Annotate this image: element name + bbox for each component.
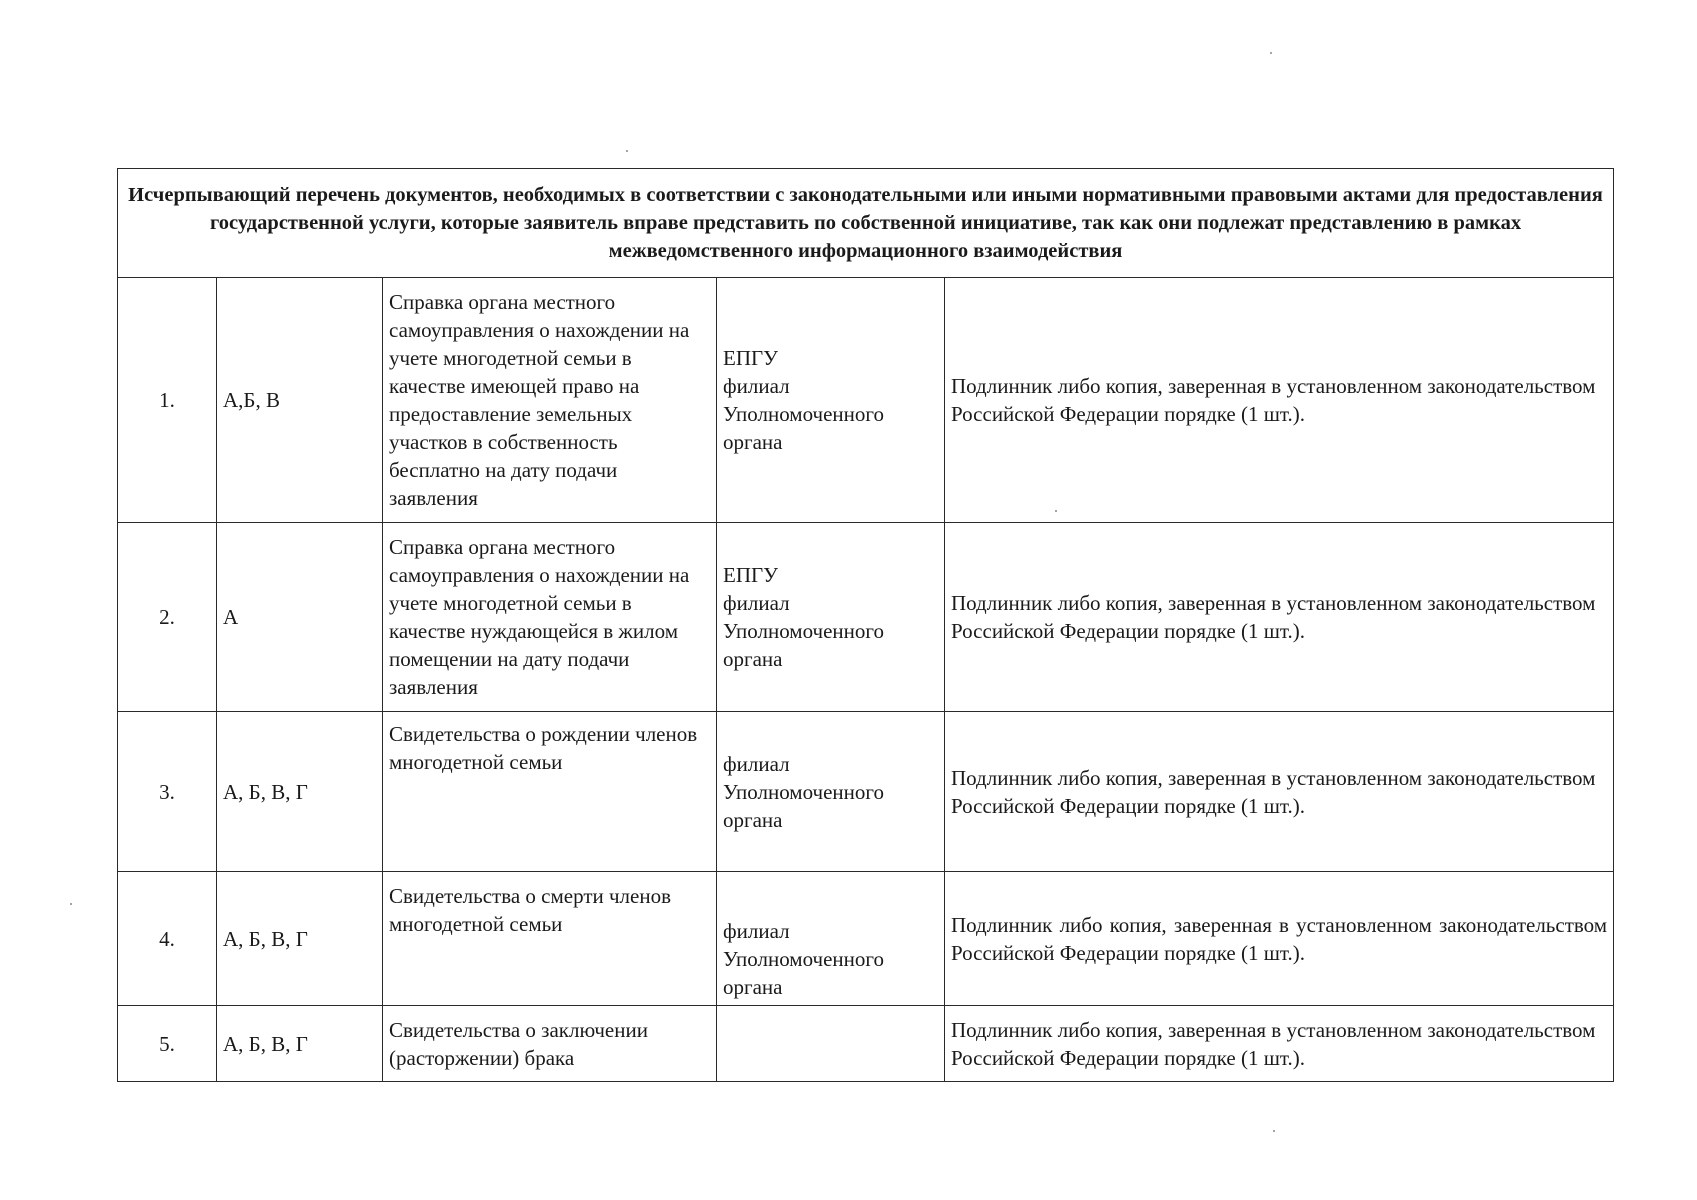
row-source <box>717 523 945 712</box>
documents-table <box>117 168 1614 1082</box>
table-row <box>118 1006 1614 1082</box>
row-source <box>717 278 945 523</box>
row-document <box>383 278 717 523</box>
table-header-row <box>118 169 1614 278</box>
row-number: 2. <box>118 523 217 712</box>
scan-speck <box>70 903 72 905</box>
row-document-text: Справка органа местного самоуправления о нахождении на учете многодетной семьи в качестве имеющей право на предоставление земельных участков в собственность бесплатно на дату подачи заявления <box>389 290 690 510</box>
table-title-text: Исчерпывающий перечень документов, необходимых в соответствии с законодательными или иными нормативными правовыми актами для предоставления государственной услуги, которые заявитель вправе представить по собственной инициативе, так как они подлежат представлению в рамках межведомственного информационного взаимодействия <box>128 184 1603 262</box>
row-document <box>383 872 717 1006</box>
table-row <box>118 523 1614 712</box>
row-source <box>717 1006 945 1082</box>
scan-speck <box>1273 1130 1275 1132</box>
row-form-text: Подлинник либо копия, заверенная в установленном законодательством Российской Федерации порядке (1 шт.). <box>951 591 1596 643</box>
row-document-text: Свидетельства о заключении (расторжении) брака <box>389 1017 648 1070</box>
table-row <box>118 278 1614 523</box>
row-source-text: филиал Уполномоченного органа <box>723 919 884 999</box>
row-form <box>945 1006 1614 1082</box>
row-number: 4. <box>118 872 217 1006</box>
row-categories: А,Б, В <box>217 278 383 523</box>
row-number: 3. <box>118 712 217 872</box>
row-form-text: Подлинник либо копия, заверенная в установленном законодательством Российской Федерации порядке (1 шт.). <box>951 765 1596 818</box>
row-form <box>945 872 1614 1006</box>
row-form-text: Подлинник либо копия, заверенная в установленном законодательством Российской Федерации порядке (1 шт.). <box>951 1017 1596 1070</box>
row-form <box>945 712 1614 872</box>
row-source <box>717 872 945 1006</box>
row-source-text: ЕПГУ филиал Уполномоченного органа <box>723 346 884 454</box>
table-row <box>118 872 1614 1006</box>
row-form-text: Подлинник либо копия, заверенная в установленном законодательством Российской Федерации порядке (1 шт.). <box>951 374 1596 426</box>
row-document-text: Свидетельства о рождении членов многодетной семьи <box>389 722 698 774</box>
row-document <box>383 1006 717 1082</box>
row-document-text: Справка органа местного самоуправления о нахождении на учете многодетной семьи в качестве нуждающейся в жилом помещении на дату подачи заявления <box>389 535 690 699</box>
scan-speck <box>1270 52 1272 54</box>
row-source <box>717 712 945 872</box>
table-title <box>118 169 1614 278</box>
row-categories: А, Б, В, Г <box>217 872 383 1006</box>
row-form <box>945 278 1614 523</box>
row-number: 5. <box>118 1006 217 1082</box>
row-document-text: Свидетельства о смерти членов многодетной семьи <box>389 884 672 936</box>
table-row <box>118 712 1614 872</box>
row-categories: А, Б, В, Г <box>217 712 383 872</box>
row-document <box>383 523 717 712</box>
row-document <box>383 712 717 872</box>
scan-speck <box>1055 510 1057 512</box>
row-source-text: филиал Уполномоченного органа <box>723 751 884 832</box>
scan-speck <box>626 150 628 152</box>
row-categories: А <box>217 523 383 712</box>
row-form-text: Подлинник либо копия, заверенная в установленном законодательством Российской Федерации порядке (1 шт.). <box>951 912 1608 965</box>
row-form <box>945 523 1614 712</box>
row-source-text: ЕПГУ филиал Уполномоченного органа <box>723 563 884 671</box>
row-number: 1. <box>118 278 217 523</box>
row-categories: А, Б, В, Г <box>217 1006 383 1082</box>
